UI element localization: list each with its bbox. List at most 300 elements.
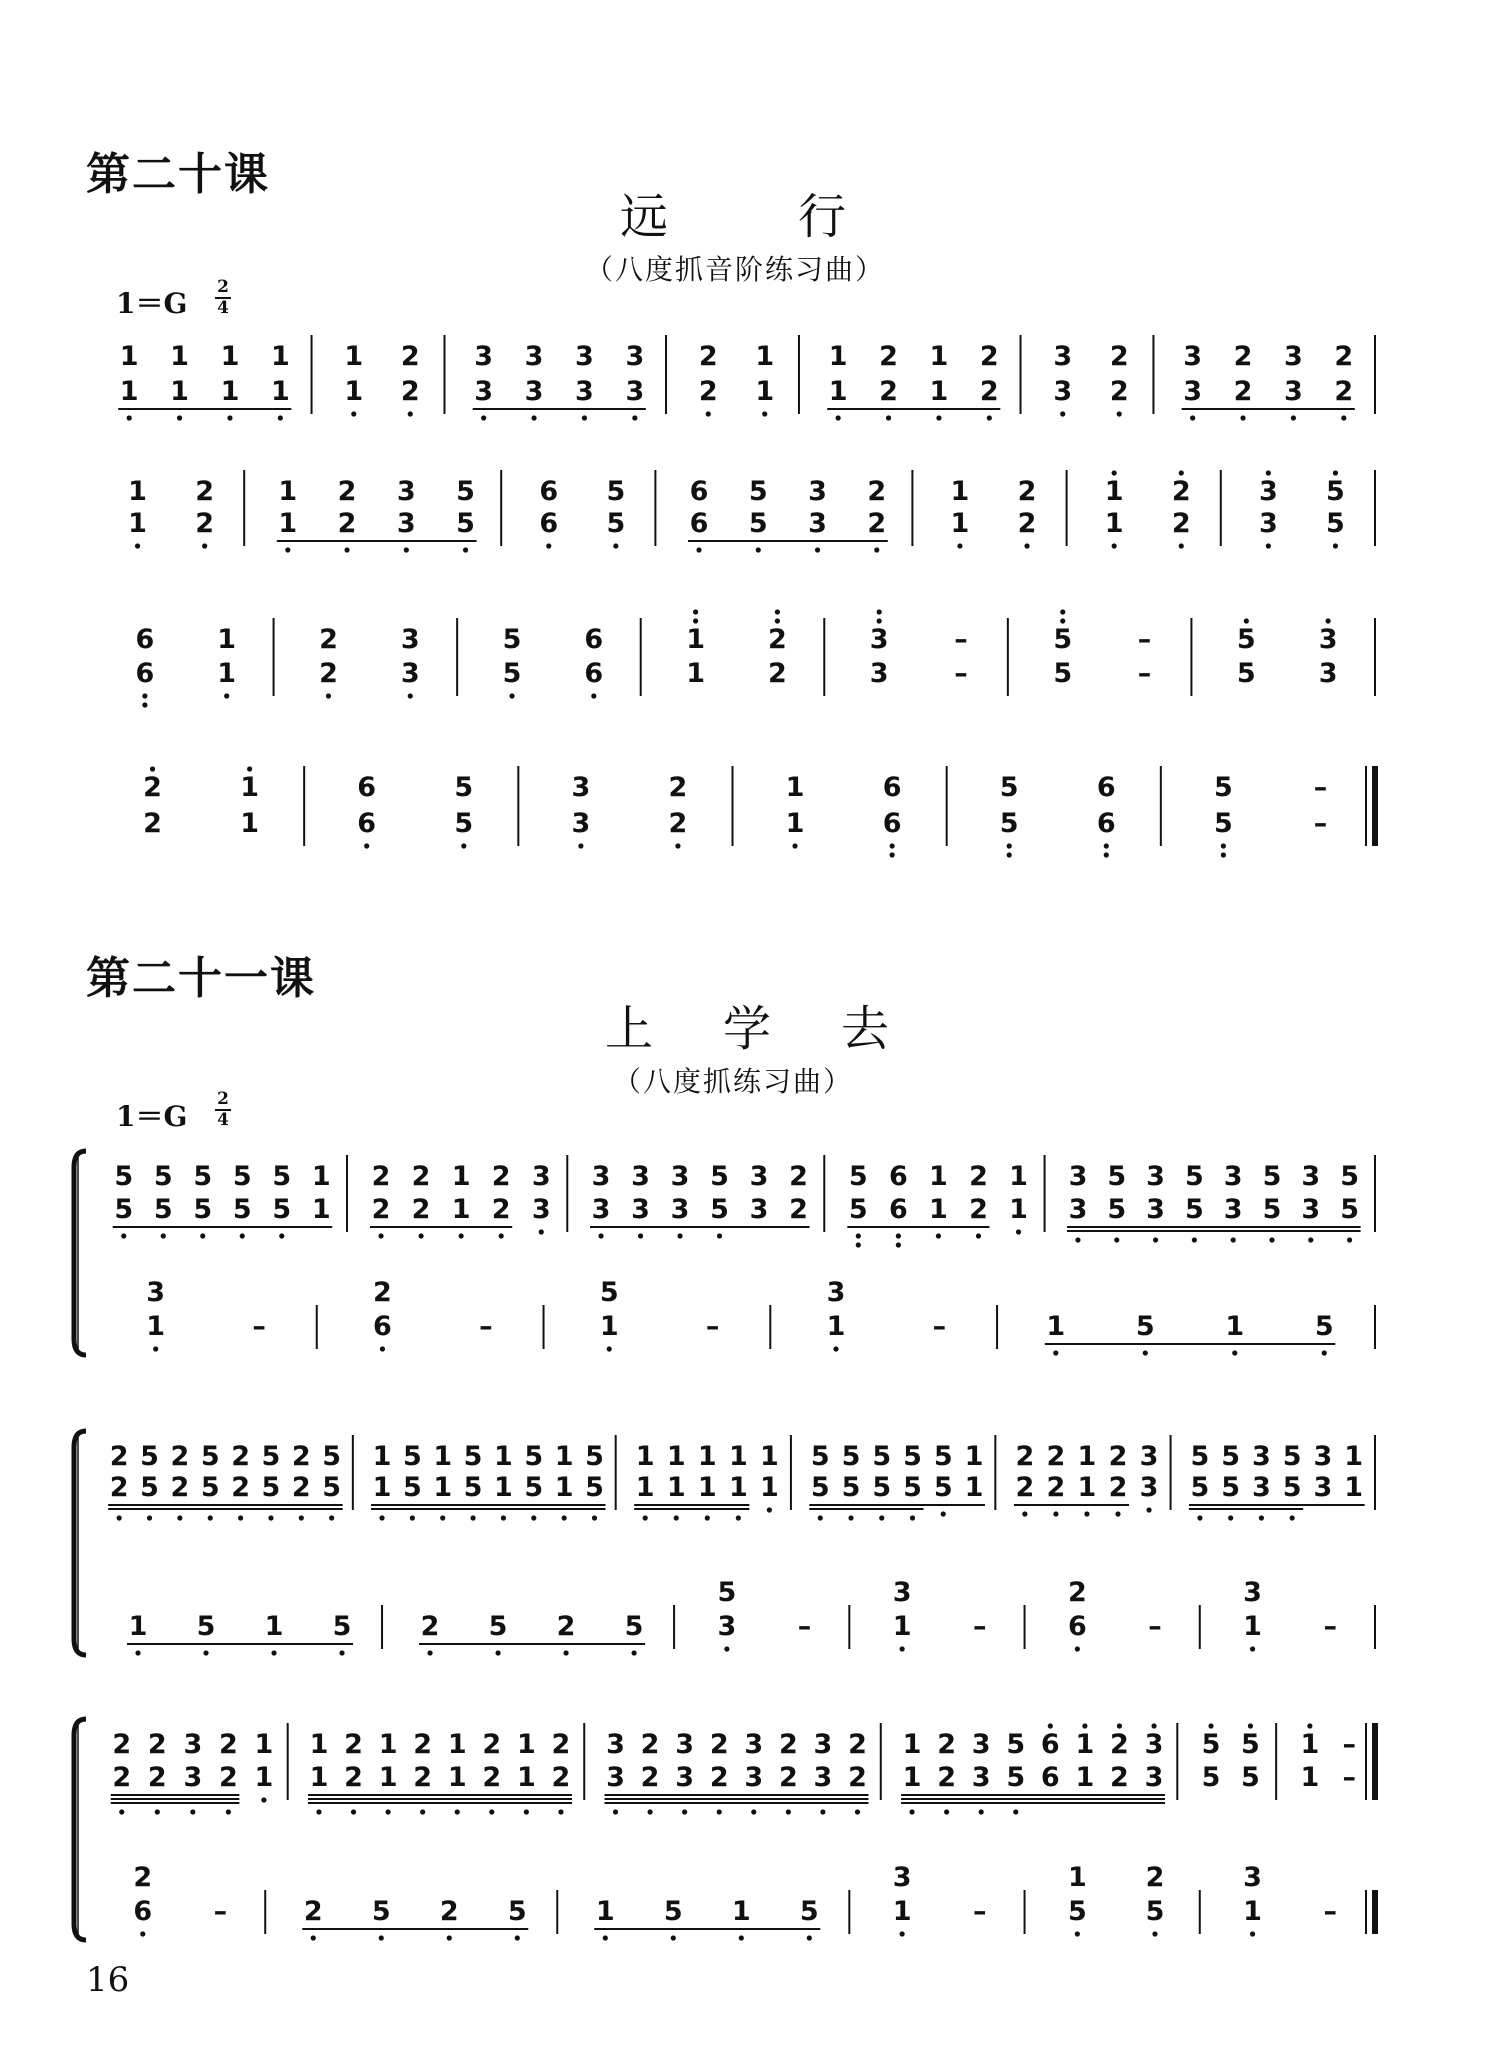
note: 6 xyxy=(584,624,604,655)
note: 6 xyxy=(373,1311,392,1342)
note: 3 xyxy=(1301,1194,1321,1225)
octave-down-dot xyxy=(524,1809,529,1814)
note: 2 xyxy=(170,1472,190,1503)
octave-down-dot xyxy=(285,547,290,552)
octave-down-dot xyxy=(1266,543,1271,548)
chord-upper-note: 2 xyxy=(373,1277,392,1308)
octave-up-dot xyxy=(1326,618,1331,623)
note: 1 xyxy=(828,341,848,372)
note: 1 xyxy=(1243,1611,1262,1642)
octave-down-dot xyxy=(631,1650,636,1655)
note: 3 xyxy=(1252,1441,1271,1472)
note: 3 xyxy=(1068,1161,1088,1192)
note: 5 xyxy=(606,508,626,539)
note: 5 xyxy=(232,1194,252,1225)
sustain-dash: – xyxy=(954,658,968,689)
note: 5 xyxy=(488,1611,508,1642)
octave-down-dot xyxy=(1232,1350,1237,1355)
note: 2 xyxy=(1109,376,1129,407)
note: 2 xyxy=(147,1762,167,1793)
piece-subtitle: （八度抓练习曲） xyxy=(613,1065,854,1098)
key-signature: 1＝G xyxy=(116,1100,188,1133)
octave-down-dot xyxy=(404,547,409,552)
note: 2 xyxy=(231,1441,250,1472)
note: 3 xyxy=(531,1194,551,1225)
octave-down-dot xyxy=(379,1515,384,1520)
note: 3 xyxy=(396,508,416,539)
octave-down-dot xyxy=(539,1229,544,1234)
octave-down-dot xyxy=(675,843,680,848)
note: 1 xyxy=(170,341,189,372)
note: 3 xyxy=(396,476,416,507)
note: 2 xyxy=(371,1161,391,1192)
octave-down-dot xyxy=(1053,1350,1058,1355)
note: 2 xyxy=(420,1611,440,1642)
octave-down-dot xyxy=(127,415,132,420)
note: 2 xyxy=(767,658,787,689)
note: 1 xyxy=(1075,1729,1095,1760)
note: 2 xyxy=(969,1161,988,1192)
octave-down-dot xyxy=(226,1809,231,1814)
note: 1 xyxy=(828,376,848,407)
note: 1 xyxy=(220,341,240,372)
note: 1 xyxy=(599,1311,619,1342)
octave-down-dot xyxy=(1221,852,1226,857)
octave-down-dot xyxy=(1115,1511,1120,1516)
time-signature-top: 2 xyxy=(217,277,229,297)
octave-down-dot xyxy=(271,1650,276,1655)
note: 5 xyxy=(1236,624,1256,655)
note: 3 xyxy=(400,658,420,689)
octave-down-dot xyxy=(1053,1511,1058,1516)
octave-down-dot xyxy=(1179,543,1184,548)
octave-down-dot xyxy=(427,1650,432,1655)
octave-down-dot xyxy=(463,547,468,552)
octave-down-dot xyxy=(1013,1809,1018,1814)
note: 5 xyxy=(810,1441,830,1472)
note: 5 xyxy=(1326,508,1345,539)
octave-down-dot xyxy=(546,543,551,548)
octave-down-dot xyxy=(1104,843,1109,848)
note: 1 xyxy=(311,1161,331,1192)
note: 2 xyxy=(109,1441,129,1472)
note: 5 xyxy=(1221,1472,1241,1503)
note: 2 xyxy=(147,1729,167,1760)
octave-down-dot xyxy=(380,1346,385,1351)
note: 1 xyxy=(1075,1762,1095,1793)
octave-up-dot xyxy=(247,766,252,771)
octave-down-dot xyxy=(632,415,637,420)
note: 3 xyxy=(869,658,889,689)
note: 2 xyxy=(1046,1472,1066,1503)
note: 5 xyxy=(402,1472,422,1503)
note: 5 xyxy=(193,1161,213,1192)
note: 3 xyxy=(813,1729,833,1760)
note: 5 xyxy=(799,1896,819,1927)
note: 1 xyxy=(128,1611,148,1642)
note: 5 xyxy=(1107,1194,1127,1225)
time-signature-bottom: 4 xyxy=(217,298,229,318)
note: 5 xyxy=(524,1472,544,1503)
note: 3 xyxy=(1318,624,1338,655)
octave-up-dot xyxy=(775,618,780,623)
note: 2 xyxy=(337,508,357,539)
octave-up-dot xyxy=(1060,618,1065,623)
octave-down-dot xyxy=(1075,1646,1080,1651)
octave-up-dot xyxy=(1060,609,1065,614)
note: 6 xyxy=(888,1194,908,1225)
note: 1 xyxy=(697,1441,717,1472)
note: 1 xyxy=(666,1472,686,1503)
octave-down-dot xyxy=(836,415,841,420)
octave-down-dot xyxy=(1016,1229,1021,1234)
note: 1 xyxy=(759,1441,779,1472)
note: 5 xyxy=(153,1161,173,1192)
octave-down-dot xyxy=(121,1233,126,1238)
note: 6 xyxy=(135,658,155,689)
octave-down-dot xyxy=(418,1233,423,1238)
chord-upper-note: 3 xyxy=(892,1862,912,1893)
note: 5 xyxy=(114,1161,134,1192)
octave-down-dot xyxy=(896,1242,901,1247)
note: 1 xyxy=(217,658,237,689)
note: 1 xyxy=(311,1194,331,1225)
note: 5 xyxy=(1006,1762,1026,1793)
octave-down-dot xyxy=(326,693,331,698)
note: 2 xyxy=(482,1729,502,1760)
octave-up-dot xyxy=(877,609,882,614)
sustain-dash: – xyxy=(1323,1896,1337,1927)
note: 3 xyxy=(631,1161,650,1192)
sustain-dash: – xyxy=(797,1611,812,1642)
sustain-dash: – xyxy=(972,1611,987,1642)
octave-down-dot xyxy=(591,693,596,698)
note: 1 xyxy=(1077,1441,1097,1472)
note: 2 xyxy=(109,1472,129,1503)
octave-down-dot xyxy=(820,1809,825,1814)
octave-down-dot xyxy=(910,1515,915,1520)
note: 2 xyxy=(1046,1441,1066,1472)
note: 1 xyxy=(447,1762,467,1793)
note: 1 xyxy=(254,1729,274,1760)
note: 1 xyxy=(929,1161,948,1192)
note: 5 xyxy=(872,1472,892,1503)
octave-down-dot xyxy=(142,693,147,698)
chord-upper-note: 3 xyxy=(1243,1577,1262,1608)
octave-down-dot xyxy=(603,1935,608,1940)
octave-down-dot xyxy=(1231,1237,1236,1242)
note: 3 xyxy=(675,1762,695,1793)
time-signature-bottom: 4 xyxy=(217,1110,229,1130)
octave-down-dot xyxy=(161,1233,166,1238)
octave-down-dot xyxy=(1250,1931,1255,1936)
note: 5 xyxy=(196,1611,216,1642)
note: 3 xyxy=(717,1611,737,1642)
note: 1 xyxy=(697,1472,717,1503)
octave-down-dot xyxy=(558,1809,563,1814)
octave-down-dot xyxy=(706,411,711,416)
octave-down-dot xyxy=(896,1233,901,1238)
note: 3 xyxy=(1252,1472,1271,1503)
note: 3 xyxy=(524,376,544,407)
note: 2 xyxy=(640,1762,660,1793)
octave-down-dot xyxy=(1269,1237,1274,1242)
note: 2 xyxy=(1334,341,1354,372)
octave-up-dot xyxy=(693,609,698,614)
sustain-dash: – xyxy=(1137,624,1152,655)
note: 5 xyxy=(463,1441,483,1472)
octave-down-dot xyxy=(936,1233,941,1238)
note: 5 xyxy=(1067,1896,1087,1927)
note: 2 xyxy=(1109,341,1129,372)
note: 5 xyxy=(841,1472,861,1503)
note: 3 xyxy=(1183,341,1203,372)
note: 1 xyxy=(755,376,775,407)
octave-down-dot xyxy=(499,1233,504,1238)
octave-down-dot xyxy=(386,1809,391,1814)
note: 3 xyxy=(591,1161,611,1192)
note: 1 xyxy=(950,508,970,539)
note: 1 xyxy=(929,376,949,407)
note: 1 xyxy=(1046,1311,1066,1342)
octave-down-dot xyxy=(410,1515,415,1520)
note: 1 xyxy=(309,1729,329,1760)
note: 2 xyxy=(937,1729,957,1760)
octave-down-dot xyxy=(339,1650,344,1655)
octave-down-dot xyxy=(886,415,891,420)
note: 1 xyxy=(554,1472,574,1503)
note: 1 xyxy=(170,376,189,407)
note: 2 xyxy=(789,1194,808,1225)
note: 1 xyxy=(950,476,970,507)
octave-down-dot xyxy=(1075,1237,1080,1242)
octave-down-dot xyxy=(1308,1237,1313,1242)
note: 2 xyxy=(413,1729,433,1760)
octave-down-dot xyxy=(696,547,701,552)
note: 5 xyxy=(322,1441,342,1472)
octave-down-dot xyxy=(818,1515,823,1520)
note: 2 xyxy=(789,1161,808,1192)
octave-down-dot xyxy=(855,1809,860,1814)
note: 2 xyxy=(439,1896,459,1927)
octave-up-dot xyxy=(1208,1723,1213,1728)
note: 1 xyxy=(344,341,364,372)
octave-up-dot xyxy=(1248,1723,1253,1728)
note: 3 xyxy=(1053,341,1073,372)
note: 5 xyxy=(1053,658,1073,689)
octave-down-dot xyxy=(1290,1515,1295,1520)
octave-down-dot xyxy=(1112,543,1117,548)
octave-down-dot xyxy=(459,1233,464,1238)
note: 1 xyxy=(964,1472,984,1503)
note: 2 xyxy=(411,1161,431,1192)
octave-down-dot xyxy=(268,1515,273,1520)
octave-down-dot xyxy=(224,693,229,698)
sustain-dash: – xyxy=(252,1311,266,1342)
note: 6 xyxy=(882,808,902,839)
note: 5 xyxy=(1190,1441,1210,1472)
note: 1 xyxy=(755,341,775,372)
octave-up-dot xyxy=(150,766,155,771)
note: 1 xyxy=(220,376,240,407)
octave-down-dot xyxy=(344,547,349,552)
note: 5 xyxy=(193,1194,213,1225)
note: 1 xyxy=(635,1441,655,1472)
sustain-dash: – xyxy=(1342,1762,1357,1793)
octave-down-dot xyxy=(351,1809,356,1814)
note: 2 xyxy=(337,476,357,507)
note: 6 xyxy=(1096,772,1116,803)
octave-down-dot xyxy=(900,1931,905,1936)
octave-down-dot xyxy=(461,843,466,848)
note: 5 xyxy=(261,1441,281,1472)
octave-down-dot xyxy=(879,1515,884,1520)
note: 3 xyxy=(670,1161,690,1192)
note: 2 xyxy=(778,1762,798,1793)
octave-down-dot xyxy=(1190,415,1195,420)
note: 2 xyxy=(778,1729,798,1760)
octave-down-dot xyxy=(200,1233,205,1238)
octave-down-dot xyxy=(1024,543,1029,548)
octave-down-dot xyxy=(153,1346,158,1351)
note: 3 xyxy=(1313,1441,1333,1472)
octave-down-dot xyxy=(941,1511,946,1516)
note: 2 xyxy=(1233,376,1253,407)
note: 1 xyxy=(902,1762,922,1793)
note: 2 xyxy=(969,1194,988,1225)
note: 6 xyxy=(1040,1762,1060,1793)
note: 3 xyxy=(1183,376,1203,407)
note: 5 xyxy=(1107,1161,1127,1192)
octave-down-dot xyxy=(647,1809,652,1814)
note: 1 xyxy=(494,1441,513,1472)
octave-up-dot xyxy=(1082,1723,1087,1728)
octave-down-dot xyxy=(378,1233,383,1238)
note: 5 xyxy=(456,476,475,507)
note: 2 xyxy=(411,1194,431,1225)
note: 1 xyxy=(785,808,805,839)
note: 1 xyxy=(270,341,290,372)
note: 2 xyxy=(556,1611,576,1642)
note: 3 xyxy=(575,341,594,372)
note: 6 xyxy=(539,508,559,539)
note: 1 xyxy=(309,1762,329,1793)
note: 5 xyxy=(1135,1311,1155,1342)
chord-upper-note: 1 xyxy=(1067,1862,1087,1893)
note: 6 xyxy=(135,624,155,655)
octave-down-dot xyxy=(177,415,182,420)
note: 1 xyxy=(494,1472,513,1503)
octave-down-dot xyxy=(489,1809,494,1814)
octave-down-dot xyxy=(509,693,514,698)
octave-down-dot xyxy=(582,415,587,420)
octave-down-dot xyxy=(724,1646,729,1651)
octave-up-dot xyxy=(1307,1723,1312,1728)
chord-upper-note: 5 xyxy=(717,1577,737,1608)
note: 6 xyxy=(1040,1729,1060,1760)
octave-up-dot xyxy=(775,609,780,614)
note: 6 xyxy=(888,1161,908,1192)
note: 1 xyxy=(128,508,147,539)
note: 2 xyxy=(1171,476,1191,507)
note: 2 xyxy=(400,376,420,407)
octave-down-dot xyxy=(856,1233,861,1238)
octave-down-dot xyxy=(909,1809,914,1814)
note: 6 xyxy=(1096,808,1116,839)
note: 3 xyxy=(1284,341,1303,372)
octave-up-dot xyxy=(1117,1723,1122,1728)
octave-down-dot xyxy=(117,1515,122,1520)
chord-upper-note: 3 xyxy=(826,1277,846,1308)
note: 1 xyxy=(451,1194,471,1225)
note: 1 xyxy=(902,1729,922,1760)
note: 1 xyxy=(278,476,298,507)
note: 1 xyxy=(1344,1472,1364,1503)
octave-down-dot xyxy=(135,1650,140,1655)
note: 1 xyxy=(686,658,706,689)
octave-down-dot xyxy=(957,543,962,548)
note: 2 xyxy=(767,624,787,655)
note: 5 xyxy=(903,1472,922,1503)
octave-up-dot xyxy=(1112,470,1117,475)
note: 2 xyxy=(291,1472,311,1503)
note: 5 xyxy=(585,1472,604,1503)
note: 5 xyxy=(402,1441,422,1472)
chord-upper-note: 3 xyxy=(892,1577,912,1608)
note: 3 xyxy=(744,1729,764,1760)
note: 5 xyxy=(140,1472,159,1503)
note: 2 xyxy=(709,1729,729,1760)
note: 5 xyxy=(1053,624,1073,655)
note: 6 xyxy=(882,772,902,803)
system-bracket xyxy=(74,1719,86,1940)
note: 2 xyxy=(319,658,338,689)
note: 3 xyxy=(575,376,594,407)
octave-down-dot xyxy=(762,411,767,416)
note: 5 xyxy=(463,1472,483,1503)
note: 1 xyxy=(728,1441,748,1472)
octave-down-dot xyxy=(142,702,147,707)
note: 2 xyxy=(698,341,718,372)
note: 5 xyxy=(748,508,768,539)
octave-down-dot xyxy=(408,411,413,416)
octave-down-dot xyxy=(1259,1515,1264,1520)
sustain-dash: – xyxy=(1313,808,1328,839)
note: 6 xyxy=(689,476,709,507)
note: 1 xyxy=(378,1762,398,1793)
sustain-dash: – xyxy=(932,1311,947,1342)
octave-down-dot xyxy=(944,1809,949,1814)
note: 1 xyxy=(516,1762,536,1793)
note: 1 xyxy=(929,1194,948,1225)
octave-down-dot xyxy=(578,843,583,848)
chord-upper-note: 2 xyxy=(1145,1862,1165,1893)
note: 3 xyxy=(474,376,494,407)
note: 5 xyxy=(999,808,1019,839)
chord-upper-note: 2 xyxy=(1067,1577,1087,1608)
note: 5 xyxy=(663,1896,683,1927)
octave-down-dot xyxy=(379,1935,384,1940)
note: 3 xyxy=(869,624,889,655)
note: 1 xyxy=(892,1896,912,1927)
octave-down-dot xyxy=(936,415,941,420)
octave-down-dot xyxy=(1291,415,1296,420)
note: 2 xyxy=(195,508,215,539)
note: 1 xyxy=(964,1441,984,1472)
note: 1 xyxy=(1104,508,1124,539)
note: 1 xyxy=(759,1472,779,1503)
note: 1 xyxy=(372,1441,392,1472)
